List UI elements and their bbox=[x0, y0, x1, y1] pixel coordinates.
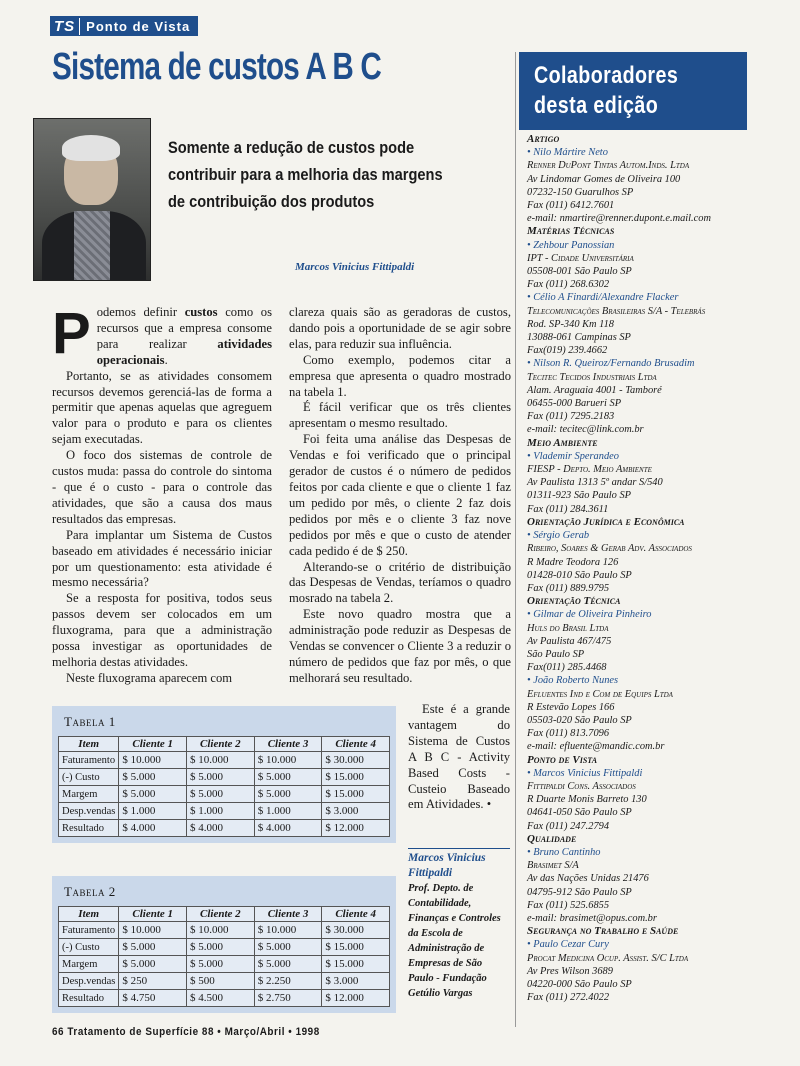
paragraph: Foi feita uma análise das Despesas de Vendas e foi verificado que o principal gerador de custos é o número de pedidos feitos por cada cliente e que o cliente 1 faz um pedido por mês, o cliente 2 faz dois pedidos por mês e o cliente 3 faz nove pedidos por mês e que o custo de atender cada pedido é de $ 250. bbox=[289, 432, 511, 558]
contact-line: 01311-923 São Paulo SP bbox=[527, 490, 631, 502]
contact-line: R Duarte Monis Barreto 130 bbox=[527, 794, 647, 806]
table-row bbox=[59, 956, 390, 973]
contributor-name: • João Roberto Nunes bbox=[527, 675, 619, 687]
contributors-list bbox=[527, 133, 769, 1004]
contact-line: e-mail: nmartire@renner.dupont.e.mail.com bbox=[527, 213, 711, 225]
contributor-company: Telecomunicações Brasileiras S/A - Telebrás bbox=[527, 305, 706, 317]
table-cell: $ 10.000 bbox=[119, 922, 187, 939]
section-label: Ponto de Vista bbox=[86, 18, 191, 34]
contributor-company: IPT - Cidade Universitária bbox=[527, 252, 634, 264]
row-label: (-) Custo bbox=[59, 939, 119, 956]
table-cell: $ 5.000 bbox=[254, 786, 322, 803]
row-label: Margem bbox=[59, 956, 119, 973]
contributor-name: • Bruno Cantinho bbox=[527, 846, 601, 858]
row-label: (-) Custo bbox=[59, 769, 119, 786]
table-1 bbox=[52, 706, 396, 843]
contributor-name: • Célio A Finardi/Alexandre Flacker bbox=[527, 292, 679, 304]
column-header: Item bbox=[59, 907, 119, 922]
contributor-company: Huls do Brasil Ltda bbox=[527, 622, 609, 634]
contact-line: 04795-912 São Paulo SP bbox=[527, 886, 632, 898]
contact-line: Fax (011) 268.6302 bbox=[527, 279, 610, 291]
contact-line: e-mail: efluente@mandic.com.br bbox=[527, 741, 665, 753]
table-cell: $ 15.000 bbox=[322, 939, 390, 956]
contact-line: Av Pres Wilson 3689 bbox=[527, 965, 613, 977]
contact-line: 05503-020 São Paulo SP bbox=[527, 714, 632, 726]
contributor-company: Brasimet S/A bbox=[527, 860, 579, 872]
table-cell: $ 4.750 bbox=[119, 990, 187, 1007]
contributor-name: • Zehbour Panossian bbox=[527, 239, 615, 251]
column-header: Cliente 4 bbox=[322, 907, 390, 922]
category-heading: Segurança no Trabalho e Saúde bbox=[527, 925, 679, 938]
table-cell: $ 5.000 bbox=[187, 786, 255, 803]
table-cell: $ 4.000 bbox=[187, 820, 255, 837]
contributor-name: • Gilmar de Oliveira Pinheiro bbox=[527, 609, 652, 621]
contact-line: Alam. Araguaia 4001 - Tamboré bbox=[527, 384, 662, 396]
table-cell: $ 4.000 bbox=[119, 820, 187, 837]
table-cell: $ 2.250 bbox=[254, 973, 322, 990]
page-footer: 66 Tratamento de Superfície 88 • Março/Abril • 1998 bbox=[52, 1026, 320, 1038]
article-column-1 bbox=[52, 301, 272, 687]
paragraph: Como exemplo, podemos citar a empresa que apresenta o quadro mostrado na tabela 1. bbox=[289, 352, 511, 399]
table-cell: $ 5.000 bbox=[187, 939, 255, 956]
sidebar-title: Colaboradores desta edição bbox=[519, 52, 747, 130]
contact-line: 05508-001 São Paulo SP bbox=[527, 266, 632, 278]
category-heading: Orientação Técnica bbox=[527, 595, 621, 608]
category-heading: Matérias Técnicas bbox=[527, 225, 615, 238]
contact-line: Fax(019) 239.4662 bbox=[527, 345, 608, 357]
table-cell: $ 30.000 bbox=[322, 922, 390, 939]
table-cell: $ 1.000 bbox=[119, 803, 187, 820]
table-cell: $ 5.000 bbox=[254, 956, 322, 973]
paragraph: Alterando-se o critério de distribuição das Despesas de Vendas, teríamos o quadro mosrado na tabela 2. bbox=[289, 559, 511, 606]
column-header: Item bbox=[59, 737, 119, 752]
contributor-company: Efluentes Ind e Com de Equips Ltda bbox=[527, 688, 673, 700]
article-subtitle bbox=[168, 134, 452, 215]
author-photo bbox=[33, 118, 151, 281]
contributor-name: • Paulo Cezar Cury bbox=[527, 939, 609, 951]
row-label: Resultado bbox=[59, 990, 119, 1007]
contributor-company: FIESP - Depto. Meio Ambiente bbox=[527, 464, 652, 476]
row-label: Resultado bbox=[59, 820, 119, 837]
table-title: Tabela 1 bbox=[64, 714, 116, 729]
table-row bbox=[59, 752, 390, 769]
contact-line: 13088-061 Campinas SP bbox=[527, 332, 631, 344]
row-label: Faturamento bbox=[59, 752, 119, 769]
column-header: Cliente 1 bbox=[119, 737, 187, 752]
paragraph: Podemos definir custos como os recursos que a empresa consome para realizar atividades operacionais. bbox=[52, 301, 272, 367]
contact-line: 04641-050 São Paulo SP bbox=[527, 807, 632, 819]
contributor-company: Tecitec Tecidos Industriais Ltda bbox=[527, 371, 657, 383]
table-cell: $ 4.500 bbox=[187, 990, 255, 1007]
table-cell: $ 12.000 bbox=[322, 820, 390, 837]
table-cell: $ 5.000 bbox=[254, 939, 322, 956]
paragraph: O foco dos sistemas de controle de custos muda: passa do controle do sintoma - que é o custo - para o controle das atividades, que são a causa dos maus resultados das empresas. bbox=[52, 448, 272, 526]
table-row bbox=[59, 939, 390, 956]
contributor-company: Fittipaldi Cons. Associados bbox=[527, 780, 636, 792]
paragraph: Para implantar um Sistema de Custos baseado em atividades é necessário iniciar por um questionamento: esta atividade é mesmo necessária? bbox=[52, 527, 272, 590]
table-cell: $ 10.000 bbox=[119, 752, 187, 769]
contributor-name: • Nilo Mártire Neto bbox=[527, 147, 608, 159]
data-table bbox=[58, 906, 390, 1007]
article-column-3 bbox=[408, 702, 510, 813]
column-header: Cliente 2 bbox=[187, 737, 255, 752]
contact-line: e-mail: tecitec@link.com.br bbox=[527, 424, 644, 436]
contact-line: e-mail: brasimet@opus.com.br bbox=[527, 912, 657, 924]
row-label: Faturamento bbox=[59, 922, 119, 939]
contributor-name: • Sérgio Gerab bbox=[527, 530, 590, 542]
contact-line: 06455-000 Barueri SP bbox=[527, 398, 622, 410]
magazine-logo: TS bbox=[54, 18, 80, 35]
table-cell: $ 10.000 bbox=[254, 922, 322, 939]
column-header: Cliente 3 bbox=[254, 907, 322, 922]
paragraph: Neste fluxograma aparecem com bbox=[66, 670, 233, 685]
table-cell: $ 5.000 bbox=[119, 786, 187, 803]
contact-line: 04220-000 São Paulo SP bbox=[527, 979, 632, 990]
contact-line: Fax (011) 889.9795 bbox=[527, 582, 610, 594]
article-column-2 bbox=[289, 305, 511, 687]
drop-cap: P bbox=[52, 301, 91, 366]
table-cell: $ 500 bbox=[187, 973, 255, 990]
contributors-sidebar bbox=[515, 52, 769, 1027]
author-box bbox=[408, 848, 510, 1001]
author-bio: Prof. Depto. de Contabilidade, Finanças e Controles da Escola de Administração de Empresas de São Paulo - Fundação Getúlio Vargas bbox=[408, 883, 501, 999]
table-row bbox=[59, 990, 390, 1007]
table-cell: $ 3.000 bbox=[322, 973, 390, 990]
contact-line: Fax (011) 813.7096 bbox=[527, 728, 610, 740]
table-row bbox=[59, 786, 390, 803]
contact-line: R Estevão Lopes 166 bbox=[527, 701, 615, 713]
column-header: Cliente 1 bbox=[119, 907, 187, 922]
paragraph: É fácil verificar que os três clientes apresentam o mesmo resultado. bbox=[289, 400, 511, 431]
paragraph: Este novo quadro mostra que a administração pode reduzir as Despesas de Vendas se convencer o Cliente 3 a reduzir o número de pedidos que faz por mês, o que melhorará seu resultado. bbox=[289, 607, 511, 685]
contact-line: São Paulo SP bbox=[527, 648, 585, 660]
contact-line: Rod. SP-340 Km 118 bbox=[527, 318, 614, 330]
contact-line: R Madre Teodora 126 bbox=[527, 556, 619, 568]
author-name: Marcos Vinicius Fittipaldi bbox=[408, 852, 486, 879]
paragraph: Se a resposta for positiva, todos seus passos devem ser colocados em um fluxograma, para que a administração possa investigar as oportunidades de melhoria destas atividades. bbox=[52, 591, 272, 669]
table-row bbox=[59, 973, 390, 990]
table-cell: $ 5.000 bbox=[119, 956, 187, 973]
subtitle-line: de contribuição dos produtos bbox=[168, 192, 375, 211]
contact-line: Fax (011) 525.6855 bbox=[527, 899, 610, 911]
contact-line: Av Paulista 1313 5º andar S/540 bbox=[527, 477, 663, 489]
table-cell: $ 5.000 bbox=[119, 769, 187, 786]
table-cell: $ 2.750 bbox=[254, 990, 322, 1007]
contributor-company: Ribeiro, Soares & Gerab Adv. Associados bbox=[527, 543, 692, 555]
contact-line: 07232-150 Guarulhos SP bbox=[527, 186, 634, 198]
table-row bbox=[59, 803, 390, 820]
category-heading: Ponto de Vista bbox=[527, 753, 598, 766]
table-cell: $ 5.000 bbox=[119, 939, 187, 956]
contact-line: Fax (011) 247.2794 bbox=[527, 820, 610, 832]
table-cell: $ 3.000 bbox=[322, 803, 390, 820]
contributor-company: Procat Medicina Ocup. Assist. S/C Ltda bbox=[527, 952, 689, 964]
row-label: Desp.vendas bbox=[59, 803, 119, 820]
contact-line: Fax(011) 285.4468 bbox=[527, 662, 607, 674]
column-header: Cliente 2 bbox=[187, 907, 255, 922]
section-tag bbox=[50, 16, 198, 36]
table-cell: $ 12.000 bbox=[322, 990, 390, 1007]
contact-line: Fax (011) 272.4022 bbox=[527, 992, 610, 1004]
table-cell: $ 1.000 bbox=[187, 803, 255, 820]
table-cell: $ 1.000 bbox=[254, 803, 322, 820]
table-cell: $ 15.000 bbox=[322, 956, 390, 973]
table-cell: $ 4.000 bbox=[254, 820, 322, 837]
end-mark: • bbox=[486, 797, 492, 812]
contact-line: Fax (011) 284.3611 bbox=[527, 503, 609, 515]
paragraph: Portanto, se as atividades consomem recursos devemos gerenciá-las de forma a permitir que apenas aquelas que agreguem valor para o produto e para os clientes sejam executadas. bbox=[52, 368, 272, 447]
contact-line: Fax (011) 6412.7601 bbox=[527, 200, 615, 212]
contributor-name: • Marcos Vinicius Fittipaldi bbox=[527, 767, 643, 779]
table-cell: $ 5.000 bbox=[187, 956, 255, 973]
table-cell: $ 10.000 bbox=[187, 752, 255, 769]
contact-line: Av Paulista 467/475 bbox=[527, 635, 612, 647]
contributor-company: Renner DuPont Tintas Autom.Inds. Ltda bbox=[527, 160, 690, 172]
table-cell: $ 15.000 bbox=[322, 769, 390, 786]
table-cell: $ 250 bbox=[119, 973, 187, 990]
table-cell: $ 15.000 bbox=[322, 786, 390, 803]
table-cell: $ 5.000 bbox=[254, 769, 322, 786]
data-table bbox=[58, 736, 390, 837]
category-heading: Orientação Jurídica e Econômica bbox=[527, 515, 685, 528]
column-header: Cliente 3 bbox=[254, 737, 322, 752]
table-2 bbox=[52, 876, 396, 1013]
category-heading: Qualidade bbox=[527, 832, 577, 845]
table-row bbox=[59, 922, 390, 939]
table-cell: $ 10.000 bbox=[187, 922, 255, 939]
subtitle-line: Somente a redução de custos pode bbox=[168, 138, 415, 157]
table-cell: $ 10.000 bbox=[254, 752, 322, 769]
byline: Marcos Vinicius Fittipaldi bbox=[295, 261, 415, 273]
paragraph: Este é a grande vantagem do Sistema de Custos A B C - Activity Based Costs - Custeio Baseado em Atividades. • bbox=[408, 702, 510, 812]
row-label: Desp.vendas bbox=[59, 973, 119, 990]
column-header: Cliente 4 bbox=[322, 737, 390, 752]
subtitle-line: contribuir para a melhoria das margens bbox=[168, 165, 443, 184]
contact-line: Av Lindomar Gomes de Oliveira 100 bbox=[527, 173, 681, 185]
category-heading: Artigo bbox=[527, 133, 560, 145]
table-row bbox=[59, 769, 390, 786]
table-title: Tabela 2 bbox=[64, 884, 116, 899]
contact-line: 01428-010 São Paulo SP bbox=[527, 569, 632, 581]
table-cell: $ 30.000 bbox=[322, 752, 390, 769]
contributor-name: • Nilson R. Queiroz/Fernando Brusadim bbox=[527, 358, 695, 370]
table-cell: $ 5.000 bbox=[187, 769, 255, 786]
paragraph: clareza quais são as geradoras de custos, dando pois a oportunidade de se agir sobre elas, para reduzir sua influência. bbox=[289, 305, 511, 351]
contact-line: Av das Nações Unidas 21476 bbox=[527, 873, 649, 885]
contributor-name: • Vlademir Sperandeo bbox=[527, 450, 619, 462]
article-title: Sistema de custos A B C bbox=[52, 46, 382, 88]
row-label: Margem bbox=[59, 786, 119, 803]
category-heading: Meio Ambiente bbox=[527, 436, 598, 449]
contact-line: Fax (011) 7295.2183 bbox=[527, 411, 615, 423]
table-row bbox=[59, 820, 390, 837]
